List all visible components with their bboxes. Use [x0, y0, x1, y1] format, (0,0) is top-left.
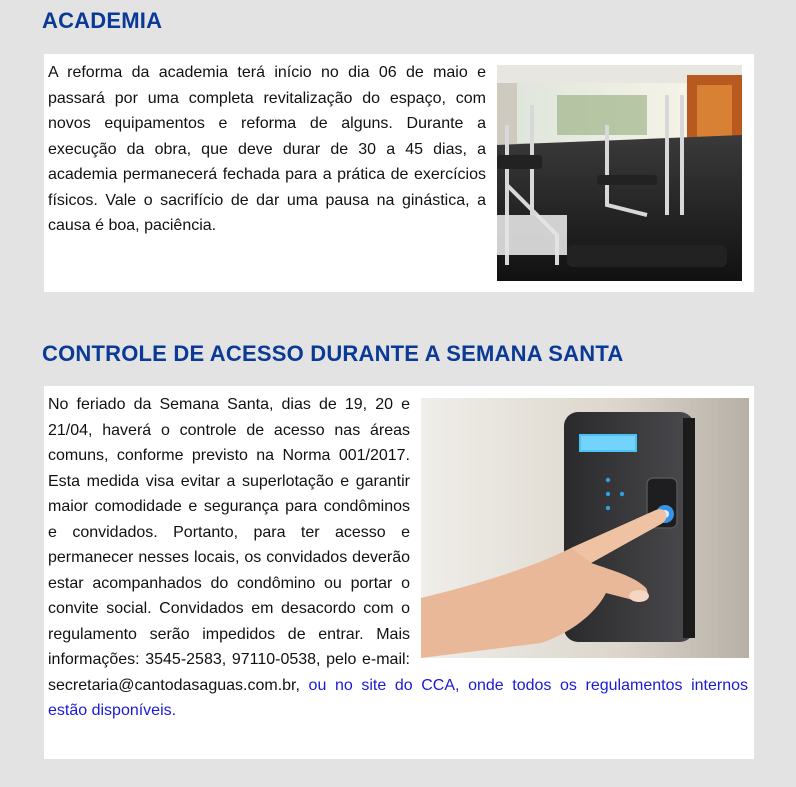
fingerprint-reader-photo — [421, 398, 749, 658]
controle-card — [44, 386, 754, 759]
controle-end: . — [171, 702, 177, 719]
gym-photo — [497, 65, 742, 281]
academia-card — [44, 54, 754, 292]
academia-text: A reforma da academia terá início no dia 06 de maio e passará por uma completa revitalização do espaço, com novos equipamentos e reforma de alguns. Durante a execução da obra, que deve durar de 30 a 45 dias, a academia permanecerá fechada para a prática de exercícios físicos. Vale o sacrifício de dar uma pausa na ginástica, a causa é boa, paciência. — [48, 64, 486, 234]
section-title-controle: CONTROLE DE ACESSO DURANTE A SEMANA SANTA — [42, 341, 624, 366]
controle-body: No feriado da Semana Santa, dias de 19, 20 e 21/04, haverá o controle de acesso nas áreas comuns, conforme previsto na Norma 001/2017. Esta medida visa evitar a superlotação e garantir maior comodidade e segurança para condôminos e convidados. Portanto, para ter acesso e permanecer nesses locais, os convidados deverão estar acompanhados do condômino ou portar o convite social. Convidados em desacordo com o regulamento serão impedidos de entrar. Mais informações: 3545-2583, 97110-0538, pelo e-mail: secretaria@cantodasaguas.com.br, — [48, 396, 410, 694]
cca-site-link[interactable]: ou no site do CCA, onde todos os regulamentos internos estão disponíveis — [48, 676, 749, 719]
section-title-academia: ACADEMIA — [42, 8, 163, 33]
